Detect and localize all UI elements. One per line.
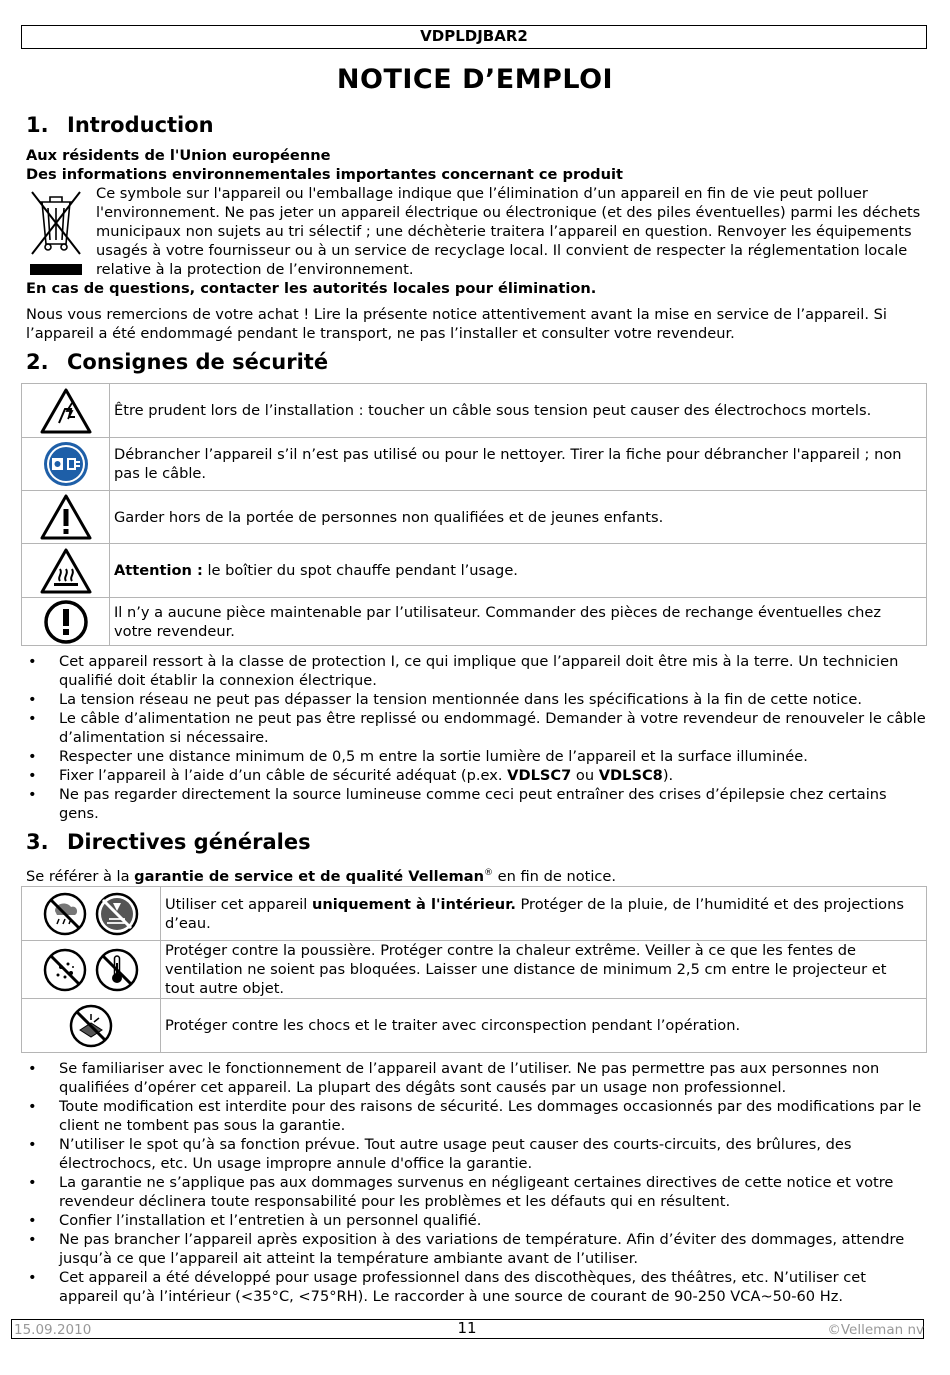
weee-disposal-text: Ce symbole sur l'appareil ou l'emballage indique que l’élimination d’un appareil en fin de vie peut polluer l'environnement. Ne pas jeter un appareil électrique ou électronique (et des piles éventuelles) parmi les déchets municipaux non sujets au tri sélectif ; une déchèterie traitera l’appareil en question. Renvoyer les équipements usagés à votre fournisseur ou à un service de recyclage local. Il convient de respecter la réglementation locale relative à la protection de l’environnement. [96, 185, 921, 278]
hot-surface-icon [22, 544, 110, 598]
model-header: VDPLDJBAR2 [21, 25, 927, 49]
environment-heading: Des informations environnementales importantes concernant ce produit [26, 166, 623, 183]
footer-date: 15.09.2010 [14, 1322, 92, 1338]
document-title: NOTICE D’EMPLOI [336, 64, 614, 95]
list-item: • Ne pas brancher l’appareil après exposition à des variations de température. Afin d’éviter des dommages, attendre jusqu’à ce que l’appareil ait atteint la température ambiante avant de l’utiliser. [26, 1230, 926, 1268]
list-item: • Fixer l’appareil à l’aide d’un câble de sécurité adéquat (p.ex. VDLSC7 ou VDLSC8). [26, 766, 926, 785]
safety-row [22, 598, 927, 646]
weee-bin-icon [26, 184, 86, 280]
safety-text: Attention : le boîtier du spot chauffe pendant l’usage. [110, 544, 927, 598]
thanks-paragraph: Nous vous remercions de votre achat ! Lire la présente notice attentivement avant la mise en service de l’appareil. Si l’appareil a été endommagé pendant le transport, ne pas l’installer et consulter votre revendeur. [26, 306, 887, 342]
safety-text: Être prudent lors de l’installation : toucher un câble sous tension peut causer des électrochocs mortels. [110, 384, 927, 438]
general-row [22, 941, 927, 999]
electric-shock-icon [22, 384, 110, 438]
no-splash-icon [93, 891, 141, 937]
general-row [22, 999, 927, 1053]
safety-row [22, 491, 927, 544]
questions-contact-text: En cas de questions, contacter les autorités locales pour élimination. [26, 280, 597, 297]
list-item: • La garantie ne s’applique pas aux dommages survenus en négligeant certaines directives de cette notice et votre revendeur déclinera toute responsabilité pour les problèmes et les défauts qui en résultent. [26, 1173, 926, 1211]
no-dust-icon [41, 947, 89, 993]
list-item: • Le câble d’alimentation ne peut pas être replissé ou endommagé. Demander à votre revendeur de renouveler le câble d’alimentation si nécessaire. [26, 709, 926, 747]
list-item: • N’utiliser le spot qu’à sa fonction prévue. Tout autre usage peut causer des courts-circuits, des brûlures, des électrochocs, etc. Un usage impropre annule d'office la garantie. [26, 1135, 926, 1173]
list-item: • Se familiariser avec le fonctionnement de l’appareil avant de l’utiliser. Ne pas permettre pas aux personnes non qualifiées d’opérer cet appareil. La plupart des dégâts sont causés par un usage non professionnel. [26, 1059, 926, 1097]
safety-row [22, 384, 927, 438]
general-text: Utiliser cet appareil uniquement à l'intérieur. Protéger de la pluie, de l’humidité et des projections d’eau. [161, 887, 927, 941]
safety-table [21, 383, 927, 646]
footer-copyright: ©Velleman nv [827, 1322, 924, 1338]
warranty-reference: Se référer à la garantie de service et de qualité Velleman® en fin de notice. [26, 867, 617, 885]
general-text: Protéger contre la poussière. Protéger contre la chaleur extrême. Veiller à ce que les fentes de ventilation ne soient pas bloquées. Laisser une distance de minimum 2,5 cm entre le projecteur et tout autre objet. [161, 941, 927, 999]
list-item: • Ne pas regarder directement la source lumineuse comme ceci peut entraîner des crises d’épilepsie chez certains gens. [26, 785, 926, 823]
no-heat-icon [93, 947, 141, 993]
product-code-vdlsc7: VDLSC7 [507, 767, 572, 784]
exclamation-circle-icon [22, 598, 110, 646]
list-item: • Cet appareil a été développé pour usage professionnel dans des discothèques, des théâtres, etc. N’utiliser cet appareil qu’à l’intérieur (<35°C, <75°RH). Le raccorder à une source de courant de 90-250 VCA~50-60 Hz. [26, 1268, 926, 1306]
list-item: • Toute modification est interdite pour des raisons de sécurité. Les dommages occasionnés par des modifications par le client ne tombent pas sous la garantie. [26, 1097, 926, 1135]
page-number: 11 [457, 1319, 477, 1337]
list-item: • Confier l’installation et l’entretien à un personnel qualifié. [26, 1211, 926, 1230]
general-row [22, 887, 927, 941]
safety-text: Garder hors de la portée de personnes non qualifiées et de jeunes enfants. [110, 491, 927, 544]
section-heading-safety: 2. Consignes de sécurité [26, 350, 329, 374]
general-text: Protéger contre les chocs et le traiter avec circonspection pendant l’opération. [161, 999, 927, 1053]
safety-row [22, 438, 927, 491]
product-code-vdlsc8: VDLSC8 [598, 767, 663, 784]
section-heading-general: 3. Directives générales [26, 830, 311, 854]
unplug-icon [22, 438, 110, 491]
general-bullet-list [26, 1059, 926, 1306]
list-item: • Respecter une distance minimum de 0,5 m entre la sortie lumière de l’appareil et la surface illuminée. [26, 747, 926, 766]
warning-triangle-icon [22, 491, 110, 544]
safety-row [22, 544, 927, 598]
list-item: • Cet appareil ressort à la classe de protection I, ce qui implique que l’appareil doit être mis à la terre. Un technicien qualifié doit établir la connexion électrique. [26, 652, 926, 690]
general-table [21, 886, 927, 1053]
list-item: • La tension réseau ne peut pas dépasser la tension mentionnée dans les spécifications à la fin de cette notice. [26, 690, 926, 709]
safety-text: Débrancher l’appareil s’il n’est pas utilisé ou pour le nettoyer. Tirer la fiche pour débrancher l'appareil ; non pas le câble. [110, 438, 927, 491]
safety-text: Il n’y a aucune pièce maintenable par l’utilisateur. Commander des pièces de rechange éventuelles chez votre revendeur. [110, 598, 927, 646]
eu-residents-heading: Aux résidents de l'Union européenne [26, 147, 331, 164]
section-heading-introduction: 1. Introduction [26, 113, 214, 137]
no-shock-icon [67, 1003, 115, 1049]
safety-bullet-list [26, 652, 926, 823]
no-rain-icon [41, 891, 89, 937]
